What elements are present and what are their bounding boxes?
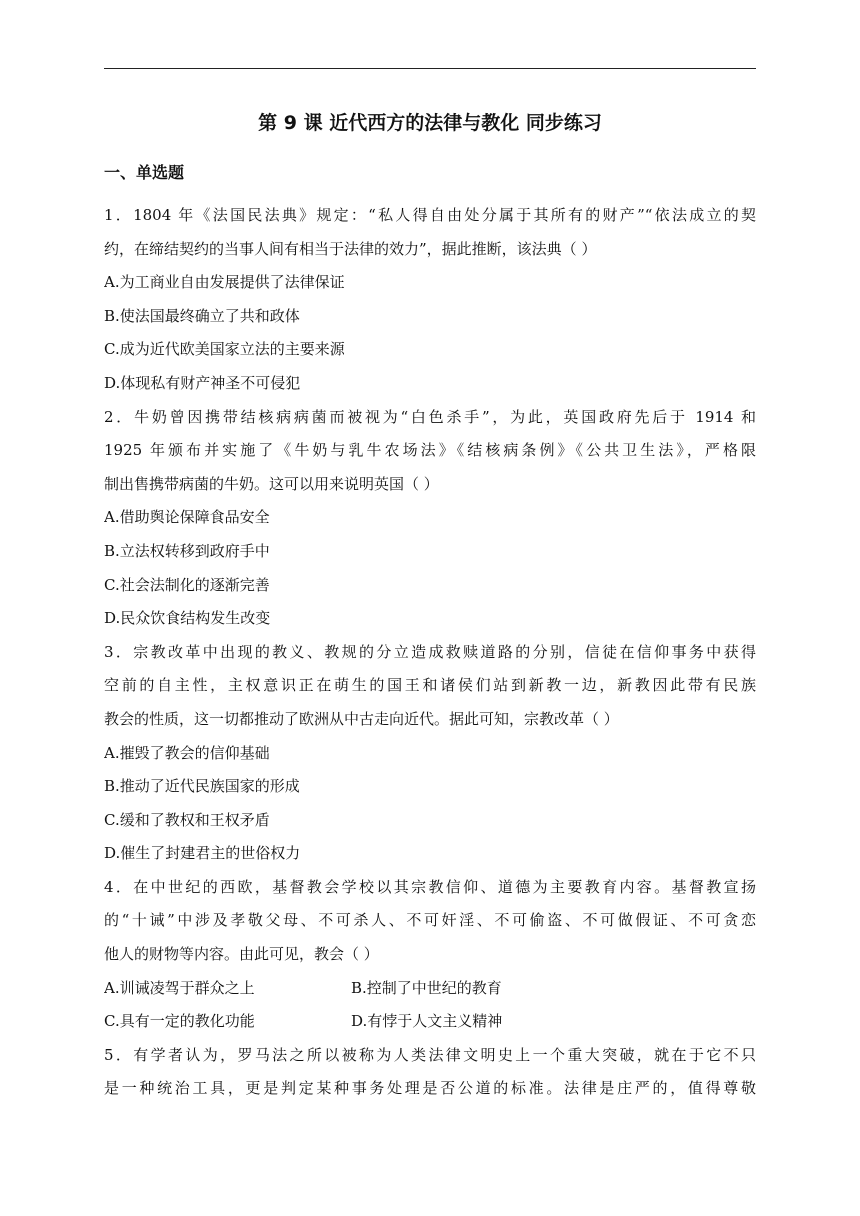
section-heading: 一、单选题 <box>104 163 185 182</box>
question-3 <box>104 636 756 871</box>
option-c: C.社会法制化的逐渐完善 <box>104 575 270 594</box>
question-stem-line: 4．在中世纪的西欧，基督教会学校以其宗教信仰、道德为主要教育内容。基督教宣扬 <box>104 877 756 896</box>
option-a: A.借助舆论保障食品安全 <box>104 508 270 527</box>
question-stem-line: 2．牛奶曾因携带结核病病菌而被视为“白色杀手”，为此，英国政府先后于 1914 和 <box>104 407 756 426</box>
question-stem-line: 的“十诫”中涉及孝敬父母、不可杀人、不可奸淫、不可偷盗、不可做假证、不可贪恋 <box>104 911 756 930</box>
question-stem-line: 制出售携带病菌的牛奶。这可以用来说明英国（ ） <box>104 474 439 493</box>
question-1 <box>104 199 756 401</box>
option-a: A.训诫凌驾于群众之上 <box>104 978 255 997</box>
header-rule <box>104 68 756 69</box>
option-row <box>104 1005 756 1039</box>
option-b: B.使法国最终确立了共和政体 <box>104 306 300 325</box>
option-d: D.有悖于人文主义精神 <box>351 1012 503 1031</box>
option-b: B.控制了中世纪的教育 <box>351 978 502 997</box>
question-stem-line: 空前的自主性，主权意识正在萌生的国王和诸侯们站到新教一边，新教因此带有民族 <box>104 676 756 695</box>
option-d: D.体现私有财产神圣不可侵犯 <box>104 373 301 392</box>
page-title: 第 9 课 近代西方的法律与教化 同步练习 <box>258 112 602 134</box>
option-a: A.为工商业自由发展提供了法律保证 <box>104 273 345 292</box>
question-5 <box>104 1039 756 1106</box>
question-stem-line: 是一种统治工具，更是判定某种事务处理是否公道的标准。法律是庄严的，值得尊敬 <box>104 1079 756 1098</box>
question-list <box>104 199 756 1106</box>
option-c: C.具有一定的教化功能 <box>104 1012 255 1031</box>
question-2 <box>104 401 756 636</box>
option-c: C.缓和了教权和王权矛盾 <box>104 810 270 829</box>
option-d: D.催生了封建君主的世俗权力 <box>104 844 301 863</box>
question-4 <box>104 871 756 1039</box>
option-d: D.民众饮食结构发生改变 <box>104 609 271 628</box>
option-b: B.推动了近代民族国家的形成 <box>104 777 300 796</box>
option-a: A.摧毁了教会的信仰基础 <box>104 743 270 762</box>
question-stem-line: 教会的性质，这一切都推动了欧洲从中古走向近代。据此可知，宗教改革（ ） <box>104 709 619 728</box>
option-b: B.立法权转移到政府手中 <box>104 541 270 560</box>
question-stem-line: 1．1804 年《法国民法典》规定：“私人得自由处分属于其所有的财产”“依法成立的契 <box>104 206 756 224</box>
question-stem-line: 他人的财物等内容。由此可见，教会（ ） <box>104 945 379 964</box>
question-stem-line: 1925 年颁布并实施了《牛奶与乳牛农场法》《结核病条例》《公共卫生法》，严格限 <box>104 441 756 460</box>
question-stem-line: 3．宗教改革中出现的教义、教规的分立造成救赎道路的分别，信徒在信仰事务中获得 <box>104 642 756 661</box>
option-row <box>104 972 756 1006</box>
option-c: C.成为近代欧美国家立法的主要来源 <box>104 340 345 359</box>
question-stem-line: 约，在缔结契约的当事人间有相当于法律的效力”，据此推断，该法典（ ） <box>104 239 597 258</box>
question-stem-line: 5．有学者认为，罗马法之所以被称为人类法律文明史上一个重大突破，就在于它不只 <box>104 1045 756 1064</box>
